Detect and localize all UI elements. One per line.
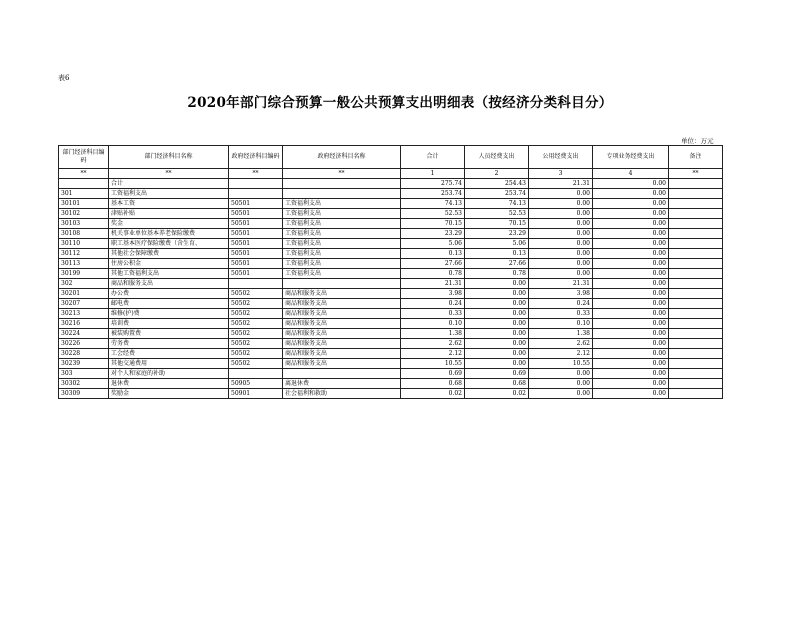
gov-name-cell: 商品和服务支出 [283, 319, 401, 329]
dept-code-cell: 301 [59, 189, 109, 199]
note-cell [669, 269, 723, 279]
col-header-gov-name: 政府经济科目名称 [283, 146, 401, 169]
total-cell: 21.31 [401, 279, 465, 289]
public-cell: 0.00 [529, 379, 593, 389]
table-row [59, 389, 723, 399]
table-number-label: 表6 [58, 74, 70, 82]
table-row [59, 339, 723, 349]
gov-name-cell: 商品和服务支出 [283, 339, 401, 349]
special-cell: 0.00 [593, 329, 669, 339]
table-row [59, 369, 723, 379]
gov-code-cell: 50501 [229, 209, 283, 219]
gov-code-cell: 50502 [229, 359, 283, 369]
public-cell: 0.33 [529, 309, 593, 319]
gov-code-cell: 50502 [229, 349, 283, 359]
public-cell: 0.00 [529, 199, 593, 209]
total-cell: 2.12 [401, 349, 465, 359]
personnel-cell: 0.00 [465, 349, 529, 359]
special-cell: 0.00 [593, 179, 669, 189]
public-cell: 0.00 [529, 219, 593, 229]
note-cell [669, 279, 723, 289]
gov-name-cell: 工资福利支出 [283, 209, 401, 219]
total-cell: 0.78 [401, 269, 465, 279]
dept-code-cell: 30207 [59, 299, 109, 309]
special-cell: 0.00 [593, 269, 669, 279]
public-cell: 0.10 [529, 319, 593, 329]
personnel-cell: 52.53 [465, 209, 529, 219]
total-cell: 253.74 [401, 189, 465, 199]
note-cell [669, 249, 723, 259]
personnel-cell: 27.66 [465, 259, 529, 269]
gov-code-cell [229, 179, 283, 189]
table-row [59, 249, 723, 259]
public-cell: 3.98 [529, 289, 593, 299]
gov-name-cell: 工资福利支出 [283, 269, 401, 279]
public-cell: 0.00 [529, 369, 593, 379]
table-row [59, 309, 723, 319]
public-cell: 10.55 [529, 359, 593, 369]
table-row [59, 239, 723, 249]
public-cell: 0.00 [529, 209, 593, 219]
personnel-cell: 23.29 [465, 229, 529, 239]
total-cell: 70.15 [401, 219, 465, 229]
gov-name-cell: 工资福利支出 [283, 249, 401, 259]
special-cell: 0.00 [593, 299, 669, 309]
dept-name-cell: 合计 [109, 179, 229, 189]
gov-code-cell: 50901 [229, 389, 283, 399]
dept-name-cell: 住房公积金 [109, 259, 229, 269]
note-cell [669, 179, 723, 189]
unit-label: 单位：万元 [681, 137, 714, 145]
dept-code-cell: 30228 [59, 349, 109, 359]
dept-code-cell: 30112 [59, 249, 109, 259]
dept-name-cell: 津贴补贴 [109, 209, 229, 219]
dept-name-cell: 对个人和家庭的补助 [109, 369, 229, 379]
total-cell: 0.02 [401, 389, 465, 399]
note-cell [669, 239, 723, 249]
marker-cell: 3 [529, 169, 593, 179]
dept-name-cell: 职工基本医疗保险缴费（含生育、 [109, 239, 229, 249]
gov-code-cell: 50501 [229, 269, 283, 279]
table-row [59, 379, 723, 389]
note-cell [669, 259, 723, 269]
table-row [59, 289, 723, 299]
gov-name-cell [283, 369, 401, 379]
table-row [59, 269, 723, 279]
personnel-cell: 0.68 [465, 379, 529, 389]
col-header-public: 公用经费支出 [529, 146, 593, 169]
dept-code-cell [59, 179, 109, 189]
special-cell: 0.00 [593, 289, 669, 299]
table-row [59, 259, 723, 269]
gov-name-cell: 工资福利支出 [283, 219, 401, 229]
note-cell [669, 369, 723, 379]
dept-name-cell: 奖励金 [109, 389, 229, 399]
gov-name-cell: 社会福利和救助 [283, 389, 401, 399]
gov-name-cell: 离退休费 [283, 379, 401, 389]
dept-name-cell: 其他交通费用 [109, 359, 229, 369]
total-cell: 52.53 [401, 209, 465, 219]
public-cell: 1.38 [529, 329, 593, 339]
total-cell: 23.29 [401, 229, 465, 239]
header-row [59, 146, 723, 169]
gov-name-cell: 工资福利支出 [283, 199, 401, 209]
col-header-personnel: 人员经费支出 [465, 146, 529, 169]
special-cell: 0.00 [593, 379, 669, 389]
total-cell: 2.62 [401, 339, 465, 349]
special-cell: 0.00 [593, 309, 669, 319]
note-cell [669, 359, 723, 369]
marker-cell: ** [229, 169, 283, 179]
special-cell: 0.00 [593, 279, 669, 289]
budget-table [58, 145, 723, 399]
special-cell: 0.00 [593, 319, 669, 329]
total-cell: 27.66 [401, 259, 465, 269]
note-cell [669, 189, 723, 199]
gov-code-cell: 50501 [229, 259, 283, 269]
page-title: 2020年部门综合预算一般公共预算支出明细表（按经济分类科目分） [187, 95, 613, 111]
dept-code-cell: 303 [59, 369, 109, 379]
public-cell: 2.62 [529, 339, 593, 349]
dept-code-cell: 30102 [59, 209, 109, 219]
gov-code-cell: 50502 [229, 299, 283, 309]
dept-name-cell: 奖金 [109, 219, 229, 229]
table-row [59, 199, 723, 209]
dept-name-cell: 工会经费 [109, 349, 229, 359]
special-cell: 0.00 [593, 349, 669, 359]
note-cell [669, 299, 723, 309]
col-header-dept-code: 部门经济科目编码 [59, 146, 109, 169]
personnel-cell: 0.00 [465, 329, 529, 339]
dept-code-cell: 30226 [59, 339, 109, 349]
gov-code-cell: 50501 [229, 239, 283, 249]
gov-code-cell: 50502 [229, 289, 283, 299]
gov-code-cell: 50502 [229, 339, 283, 349]
personnel-cell: 0.00 [465, 289, 529, 299]
total-cell: 0.10 [401, 319, 465, 329]
total-cell: 275.74 [401, 179, 465, 189]
personnel-cell: 0.02 [465, 389, 529, 399]
total-cell: 0.68 [401, 379, 465, 389]
gov-name-cell [283, 189, 401, 199]
personnel-cell: 0.13 [465, 249, 529, 259]
gov-name-cell [283, 179, 401, 189]
public-cell: 0.00 [529, 229, 593, 239]
dept-name-cell: 工资福利支出 [109, 189, 229, 199]
special-cell: 0.00 [593, 359, 669, 369]
total-cell: 0.33 [401, 309, 465, 319]
special-cell: 0.00 [593, 189, 669, 199]
special-cell: 0.00 [593, 369, 669, 379]
gov-code-cell: 50502 [229, 329, 283, 339]
gov-code-cell: 50501 [229, 199, 283, 209]
note-cell [669, 329, 723, 339]
dept-code-cell: 30113 [59, 259, 109, 269]
public-cell: 21.31 [529, 179, 593, 189]
special-cell: 0.00 [593, 209, 669, 219]
note-cell [669, 199, 723, 209]
marker-row [59, 169, 723, 179]
gov-name-cell: 工资福利支出 [283, 239, 401, 249]
personnel-cell: 74.13 [465, 199, 529, 209]
personnel-cell: 253.74 [465, 189, 529, 199]
public-cell: 0.00 [529, 189, 593, 199]
dept-name-cell: 邮电费 [109, 299, 229, 309]
public-cell: 2.12 [529, 349, 593, 359]
table-body [59, 179, 723, 399]
col-header-gov-code: 政府经济科目编码 [229, 146, 283, 169]
dept-name-cell: 机关事业单位基本养老保险缴费 [109, 229, 229, 239]
gov-code-cell: 50502 [229, 319, 283, 329]
dept-code-cell: 30199 [59, 269, 109, 279]
table-row [59, 219, 723, 229]
dept-name-cell: 劳务费 [109, 339, 229, 349]
special-cell: 0.00 [593, 239, 669, 249]
table-row [59, 319, 723, 329]
gov-name-cell: 商品和服务支出 [283, 309, 401, 319]
personnel-cell: 254.43 [465, 179, 529, 189]
total-cell: 74.13 [401, 199, 465, 209]
public-cell: 21.31 [529, 279, 593, 289]
dept-name-cell: 办公费 [109, 289, 229, 299]
dept-name-cell: 维修(护)费 [109, 309, 229, 319]
gov-name-cell [283, 279, 401, 289]
table-row [59, 349, 723, 359]
special-cell: 0.00 [593, 389, 669, 399]
total-cell: 5.06 [401, 239, 465, 249]
gov-code-cell [229, 279, 283, 289]
personnel-cell: 0.00 [465, 279, 529, 289]
dept-name-cell: 退休费 [109, 379, 229, 389]
gov-code-cell [229, 369, 283, 379]
total-cell: 0.13 [401, 249, 465, 259]
table-row [59, 299, 723, 309]
personnel-cell: 0.00 [465, 359, 529, 369]
table-row [59, 279, 723, 289]
total-cell: 3.98 [401, 289, 465, 299]
gov-code-cell: 50501 [229, 219, 283, 229]
gov-code-cell [229, 189, 283, 199]
personnel-cell: 0.00 [465, 309, 529, 319]
col-header-dept-name: 部门经济科目名称 [109, 146, 229, 169]
note-cell [669, 219, 723, 229]
personnel-cell: 0.00 [465, 299, 529, 309]
col-header-total: 合计 [401, 146, 465, 169]
public-cell: 0.00 [529, 239, 593, 249]
gov-name-cell: 工资福利支出 [283, 259, 401, 269]
note-cell [669, 209, 723, 219]
dept-code-cell: 30108 [59, 229, 109, 239]
gov-name-cell: 商品和服务支出 [283, 329, 401, 339]
personnel-cell: 5.06 [465, 239, 529, 249]
note-cell [669, 289, 723, 299]
special-cell: 0.00 [593, 339, 669, 349]
special-cell: 0.00 [593, 199, 669, 209]
dept-name-cell: 培训费 [109, 319, 229, 329]
marker-cell: 4 [593, 169, 669, 179]
gov-name-cell: 商品和服务支出 [283, 349, 401, 359]
table-row [59, 189, 723, 199]
personnel-cell: 70.15 [465, 219, 529, 229]
dept-code-cell: 30101 [59, 199, 109, 209]
personnel-cell: 0.00 [465, 319, 529, 329]
personnel-cell: 0.69 [465, 369, 529, 379]
dept-code-cell: 30201 [59, 289, 109, 299]
special-cell: 0.00 [593, 219, 669, 229]
public-cell: 0.24 [529, 299, 593, 309]
dept-name-cell: 基本工资 [109, 199, 229, 209]
dept-code-cell: 30103 [59, 219, 109, 229]
col-header-special: 专项业务经费支出 [593, 146, 669, 169]
marker-cell: ** [669, 169, 723, 179]
public-cell: 0.00 [529, 259, 593, 269]
note-cell [669, 349, 723, 359]
total-cell: 0.24 [401, 299, 465, 309]
marker-cell: ** [283, 169, 401, 179]
gov-code-cell: 50905 [229, 379, 283, 389]
dept-code-cell: 30224 [59, 329, 109, 339]
note-cell [669, 309, 723, 319]
total-cell: 1.38 [401, 329, 465, 339]
gov-code-cell: 50501 [229, 249, 283, 259]
note-cell [669, 319, 723, 329]
dept-name-cell: 其他社会保障缴费 [109, 249, 229, 259]
public-cell: 0.00 [529, 269, 593, 279]
dept-code-cell: 30239 [59, 359, 109, 369]
dept-code-cell: 30213 [59, 309, 109, 319]
dept-name-cell: 被装购置费 [109, 329, 229, 339]
total-cell: 10.55 [401, 359, 465, 369]
public-cell: 0.00 [529, 389, 593, 399]
gov-name-cell: 商品和服务支出 [283, 359, 401, 369]
dept-code-cell: 30110 [59, 239, 109, 249]
table-row [59, 229, 723, 239]
table-row [59, 329, 723, 339]
special-cell: 0.00 [593, 229, 669, 239]
col-header-note: 备注 [669, 146, 723, 169]
dept-name-cell: 商品和服务支出 [109, 279, 229, 289]
personnel-cell: 0.78 [465, 269, 529, 279]
table-row [59, 209, 723, 219]
special-cell: 0.00 [593, 259, 669, 269]
public-cell: 0.00 [529, 249, 593, 259]
gov-name-cell: 商品和服务支出 [283, 299, 401, 309]
dept-name-cell: 其他工资福利支出 [109, 269, 229, 279]
personnel-cell: 0.00 [465, 339, 529, 349]
special-cell: 0.00 [593, 249, 669, 259]
dept-code-cell: 30309 [59, 389, 109, 399]
gov-name-cell: 商品和服务支出 [283, 289, 401, 299]
note-cell [669, 389, 723, 399]
table-row [59, 179, 723, 189]
note-cell [669, 339, 723, 349]
dept-code-cell: 302 [59, 279, 109, 289]
total-cell: 0.69 [401, 369, 465, 379]
marker-cell: 2 [465, 169, 529, 179]
note-cell [669, 379, 723, 389]
dept-code-cell: 30216 [59, 319, 109, 329]
gov-code-cell: 50502 [229, 309, 283, 319]
marker-cell: ** [59, 169, 109, 179]
marker-cell: ** [109, 169, 229, 179]
gov-name-cell: 工资福利支出 [283, 229, 401, 239]
table-row [59, 359, 723, 369]
note-cell [669, 229, 723, 239]
marker-cell: 1 [401, 169, 465, 179]
dept-code-cell: 30302 [59, 379, 109, 389]
gov-code-cell: 50501 [229, 229, 283, 239]
